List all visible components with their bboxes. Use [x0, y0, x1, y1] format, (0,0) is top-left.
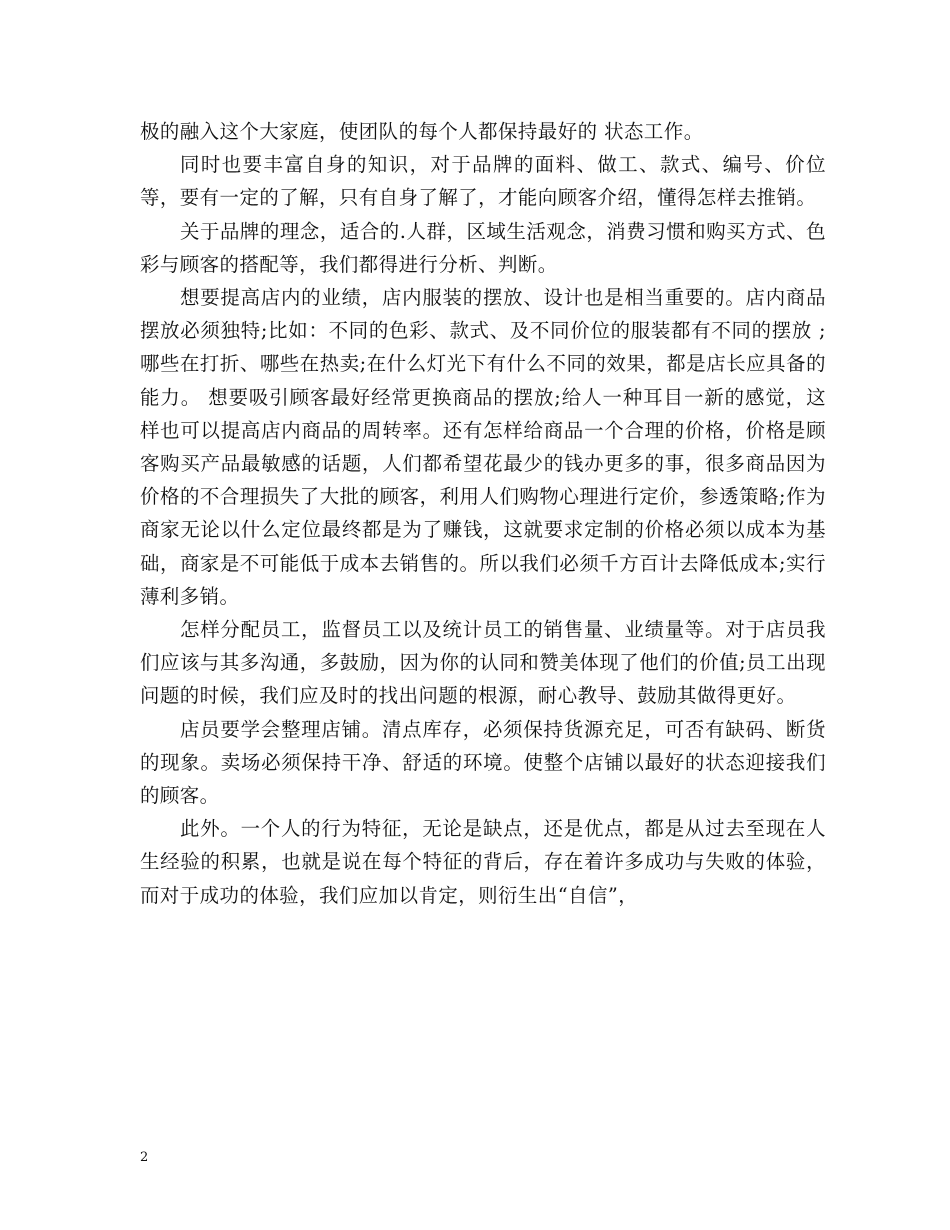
paragraph-store-performance: 想要提高店内的业绩，店内服装的摆放、设计也是相当重要的。店内商品摆放必须独特;比如：不同的色彩、款式、及不同价位的服装都有不同的摆放 ;哪些在打折、哪些在热卖;在什么灯光下有什么不同的效果，都是店长应具备的能力。 想要吸引顾客最好经常更换商品的摆放;给人一种耳目一新的感觉，这样也可以提高店内商品的周转率。还有怎样给商品一个合理的价格，价格是顾客购买产品最敏感的话题，人们都希望花最少的钱办更多的事，很多商品因为价格的不合理损失了大批的顾客，利用人们购物心理进行定价，参透策略;作为商家无论以什么定位最终都是为了赚钱，这就要求定制的价格必须以成本为基础，商家是不可能低于成本去销售的。所以我们必须千方百计去降低成本;实行薄利多销。 [140, 286, 826, 608]
paragraph-brand-knowledge: 同时也要丰富自身的知识，对于品牌的面料、做工、款式、编号、价位等，要有一定的了解，只有自身了解了，才能向顾客介绍，懂得怎样去推销。 [140, 153, 826, 210]
paragraph-staff-management: 怎样分配员工，监督员工以及统计员工的销售量、业绩量等。对于店员我们应该与其多沟通，多鼓励，因为你的认同和赞美体现了他们的价值;员工出现问题的时候，我们应及时的找出问题的根源，耐心教导、鼓励其做得更好。 [140, 618, 826, 708]
body-text [140, 115, 826, 912]
paragraph-brand-concept: 关于品牌的理念，适合的.人群，区域生活观念，消费习惯和购买方式、色彩与顾客的搭配等，我们都得进行分析、判断。 [140, 219, 826, 276]
page-number: 2 [140, 1150, 149, 1165]
paragraph-store-arrangement: 店员要学会整理店铺。清点库存，必须保持货源充足，可否有缺码、断货的现象。卖场必须保持干净、舒适的环境。使整个店铺以最好的状态迎接我们的顾客。 [140, 717, 826, 808]
paragraph-continuation: 极的融入这个大家庭，使团队的每个人都保持最好的 状态工作。 [140, 120, 704, 143]
paragraph-behavior-traits: 此外。一个人的行为特征，无论是缺点，还是优点，都是从过去至现在人生经验的积累，也就是说在每个特征的背后，存在着许多成功与失败的体验，而对于成功的体验，我们应加以肯定，则衍生出“自信”， [140, 817, 826, 907]
